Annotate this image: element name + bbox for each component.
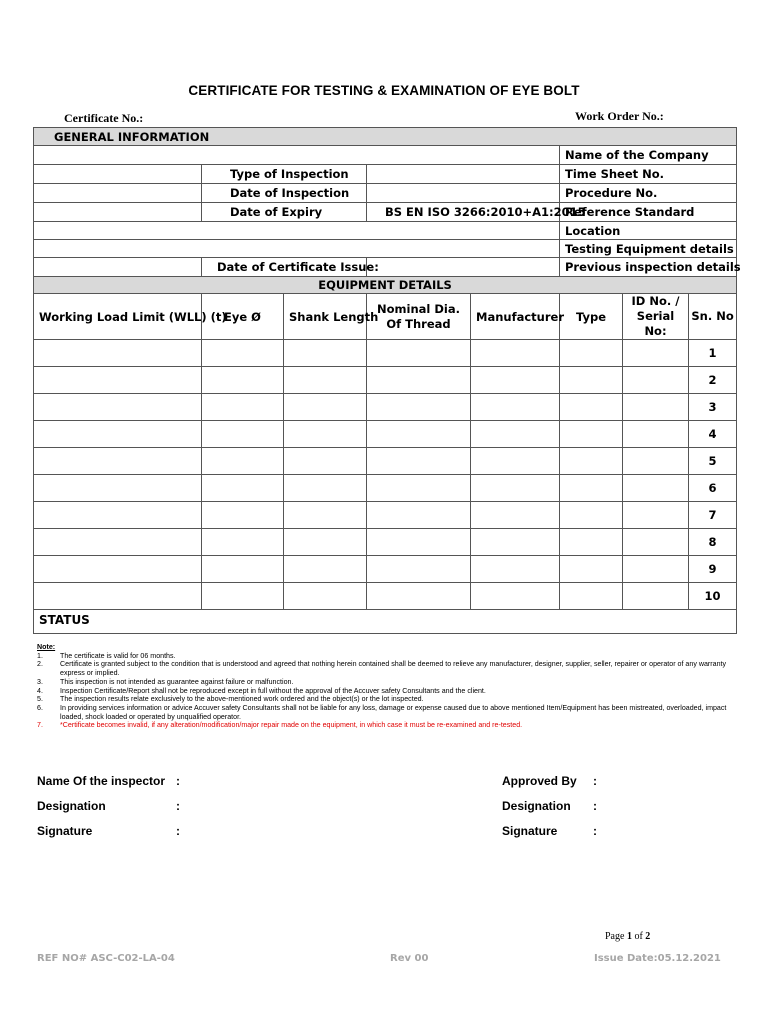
type-of-inspection-value[interactable] xyxy=(367,165,560,184)
note-number: 2. xyxy=(37,660,43,669)
equipment-cell[interactable] xyxy=(202,367,284,394)
equipment-cell[interactable] xyxy=(367,502,471,529)
serial-number-cell: 4 xyxy=(689,421,737,448)
equipment-cell[interactable] xyxy=(34,583,202,610)
note-text: In providing services information or advice Accuver safety Consultants shall not be liable for any loss, damage or expense caused due to above mentioned Item/Equipment has been mistreated, overloaded, impact loaded, shock loaded or operated by unqualified operator. xyxy=(60,703,727,721)
label-approved-by: Approved By xyxy=(502,774,577,788)
note-text: This inspection is not intended as guarantee against failure or malfunction. xyxy=(60,677,294,686)
colon: : xyxy=(176,774,180,788)
equipment-cell[interactable] xyxy=(202,394,284,421)
equipment-cell[interactable] xyxy=(560,529,623,556)
equipment-cell[interactable] xyxy=(623,367,689,394)
equipment-cell[interactable] xyxy=(367,421,471,448)
label-location: Location xyxy=(560,222,737,240)
table-row xyxy=(34,556,737,583)
notes-heading: Note: xyxy=(37,643,56,651)
date-of-issue-value[interactable] xyxy=(367,258,560,277)
equipment-cell[interactable] xyxy=(367,340,471,367)
note-number: 4. xyxy=(37,686,43,695)
table-row xyxy=(34,421,737,448)
label-previous-inspection-details: Previous inspection details xyxy=(560,258,737,277)
table-row xyxy=(34,367,737,394)
note-number: 3. xyxy=(37,677,43,686)
equipment-cell[interactable] xyxy=(367,448,471,475)
equipment-cell[interactable] xyxy=(623,556,689,583)
label-date-of-inspection: Date of Inspection xyxy=(202,184,367,203)
note-text: *Certificate becomes invalid, if any alteration/modification/major repair made on the equipment, in which case it must be re-examined and re-tested. xyxy=(60,721,523,730)
equipment-cell[interactable] xyxy=(560,475,623,502)
equipment-cell[interactable] xyxy=(34,340,202,367)
colon: : xyxy=(593,774,597,788)
note-text: The inspection results relate exclusively to the above-mentioned work ordered and the object(s) or the lot inspected. xyxy=(60,695,424,704)
note-text: Inspection Certificate/Report shall not be reproduced except in full without the approval of the Accuver safety Consultants and the client. xyxy=(60,686,486,695)
table-row xyxy=(34,340,737,367)
equipment-cell[interactable] xyxy=(471,367,560,394)
equipment-cell[interactable] xyxy=(471,475,560,502)
equipment-cell[interactable] xyxy=(471,556,560,583)
equipment-cell[interactable] xyxy=(284,583,367,610)
table-row xyxy=(34,502,737,529)
document-title: CERTIFICATE FOR TESTING & EXAMINATION OF EYE BOLT xyxy=(188,83,580,98)
equipment-cell[interactable] xyxy=(471,529,560,556)
serial-number-cell: 2 xyxy=(689,367,737,394)
equipment-cell[interactable] xyxy=(367,556,471,583)
label-designation-left: Designation xyxy=(37,799,106,813)
certificate-table xyxy=(33,127,741,634)
label-procedure-no: Procedure No. xyxy=(560,184,737,203)
label-date-of-expiry: Date of Expiry xyxy=(202,203,367,222)
colon: : xyxy=(593,799,597,813)
serial-number-cell: 3 xyxy=(689,394,737,421)
certificate-no-label: Certificate No.: xyxy=(64,111,144,125)
equipment-cell[interactable] xyxy=(284,394,367,421)
note-item xyxy=(37,687,732,696)
note-number: 7. xyxy=(37,721,43,730)
equipment-cell[interactable] xyxy=(367,583,471,610)
equipment-cell[interactable] xyxy=(202,502,284,529)
location-value-cell[interactable] xyxy=(34,222,560,240)
serial-number-cell: 8 xyxy=(689,529,737,556)
work-order-label: Work Order No.: xyxy=(575,109,664,123)
equipment-details-header: EQUIPMENT DETAILS xyxy=(34,277,737,294)
column-header-shank-length: Shank Length xyxy=(284,294,367,340)
equipment-cell[interactable] xyxy=(34,529,202,556)
footer-ref-no: REF NO# ASC-C02-LA-04 xyxy=(37,953,175,964)
note-item xyxy=(37,652,732,661)
equipment-cell[interactable] xyxy=(560,367,623,394)
equipment-cell[interactable] xyxy=(560,340,623,367)
equipment-cell[interactable] xyxy=(560,448,623,475)
serial-number-cell: 7 xyxy=(689,502,737,529)
equipment-rows xyxy=(34,340,737,610)
equipment-cell[interactable] xyxy=(202,475,284,502)
equipment-cell[interactable] xyxy=(284,340,367,367)
page-total: 2 xyxy=(645,931,651,942)
note-item xyxy=(37,721,732,730)
equipment-cell[interactable] xyxy=(284,475,367,502)
page-number xyxy=(605,931,650,942)
page-current: 1 xyxy=(626,931,632,942)
equipment-cell[interactable] xyxy=(284,502,367,529)
table-row xyxy=(34,475,737,502)
serial-number-cell: 10 xyxy=(689,583,737,610)
blank-cell[interactable] xyxy=(34,203,202,222)
equipment-cell[interactable] xyxy=(202,448,284,475)
table-row xyxy=(34,529,737,556)
equipment-cell[interactable] xyxy=(560,583,623,610)
equipment-cell[interactable] xyxy=(623,340,689,367)
equipment-cell[interactable] xyxy=(471,394,560,421)
note-item xyxy=(37,678,732,687)
table-row xyxy=(34,583,737,610)
equipment-cell[interactable] xyxy=(623,448,689,475)
equipment-cell[interactable] xyxy=(471,448,560,475)
date-of-inspection-value[interactable] xyxy=(367,184,560,203)
equipment-cell[interactable] xyxy=(471,421,560,448)
equipment-cell[interactable] xyxy=(34,475,202,502)
note-text: The certificate is valid for 06 months. xyxy=(60,651,176,660)
colon: : xyxy=(176,799,180,813)
equipment-cell[interactable] xyxy=(623,421,689,448)
equipment-cell[interactable] xyxy=(623,529,689,556)
equipment-cell[interactable] xyxy=(367,529,471,556)
equipment-cell[interactable] xyxy=(34,367,202,394)
equipment-cell[interactable] xyxy=(623,502,689,529)
column-header-nominal-dia: Nominal Dia. Of Thread xyxy=(367,294,471,340)
equipment-cell[interactable] xyxy=(623,583,689,610)
footer-revision: Rev 00 xyxy=(390,953,429,964)
column-header-manufacturer: Manufacturer xyxy=(471,294,560,340)
blank-cell[interactable] xyxy=(34,258,202,277)
company-value-cell[interactable] xyxy=(34,146,560,165)
equipment-cell[interactable] xyxy=(284,421,367,448)
page-of: of xyxy=(634,931,643,942)
equipment-cell[interactable] xyxy=(202,529,284,556)
serial-number-cell: 5 xyxy=(689,448,737,475)
colon: : xyxy=(593,824,597,838)
note-number: 6. xyxy=(37,703,43,712)
serial-number-cell: 6 xyxy=(689,475,737,502)
notes-section xyxy=(37,643,732,730)
equipment-cell[interactable] xyxy=(34,448,202,475)
equipment-cell[interactable] xyxy=(34,394,202,421)
equipment-cell[interactable] xyxy=(471,583,560,610)
equipment-cell[interactable] xyxy=(202,583,284,610)
equipment-cell[interactable] xyxy=(367,475,471,502)
label-type-of-inspection: Type of Inspection xyxy=(202,165,367,184)
equipment-cell[interactable] xyxy=(623,394,689,421)
equipment-cell[interactable] xyxy=(367,367,471,394)
table-row xyxy=(34,394,737,421)
equipment-cell[interactable] xyxy=(34,556,202,583)
equipment-cell[interactable] xyxy=(284,556,367,583)
equipment-cell[interactable] xyxy=(284,529,367,556)
equipment-cell[interactable] xyxy=(471,502,560,529)
equipment-cell[interactable] xyxy=(560,394,623,421)
equipment-cell[interactable] xyxy=(284,367,367,394)
label-reference-standard: Reference Standard xyxy=(560,203,737,222)
equipment-cell[interactable] xyxy=(202,340,284,367)
equipment-cell[interactable] xyxy=(560,421,623,448)
general-information-header: GENERAL INFORMATION xyxy=(34,128,737,146)
page-label: Page xyxy=(605,931,625,942)
note-text: Certificate is granted subject to the condition that is understood and agreed that nothing herein contained shall be deemed to relieve any manufacturer, designer, supplier, seller, repairer or operator of any warranty express or implied. xyxy=(60,660,727,678)
equipment-cell[interactable] xyxy=(34,502,202,529)
equipment-cell[interactable] xyxy=(560,502,623,529)
column-header-eye-diameter: Eye Ø xyxy=(202,294,284,340)
colon: : xyxy=(176,824,180,838)
note-item xyxy=(37,695,732,704)
note-number: 1. xyxy=(37,651,43,660)
label-name-of-inspector: Name Of the inspector xyxy=(37,774,166,788)
label-designation-right: Designation xyxy=(502,799,571,813)
equipment-cell[interactable] xyxy=(202,556,284,583)
equipment-cell[interactable] xyxy=(284,448,367,475)
equipment-cell[interactable] xyxy=(202,421,284,448)
label-signature-right: Signature xyxy=(502,824,558,838)
column-header-type: Type xyxy=(560,294,623,340)
equipment-cell[interactable] xyxy=(560,556,623,583)
label-name-of-company: Name of the Company xyxy=(560,146,737,165)
serial-number-cell: 9 xyxy=(689,556,737,583)
status-label: STATUS xyxy=(34,610,737,634)
reference-standard-value: BS EN ISO 3266:2010+A1:2015 xyxy=(367,203,560,222)
column-header-sn-no: Sn. No xyxy=(689,294,737,340)
label-signature-left: Signature xyxy=(37,824,93,838)
label-date-of-certificate-issue: Date of Certificate Issue: xyxy=(202,258,367,277)
equipment-cell[interactable] xyxy=(623,475,689,502)
equipment-cell[interactable] xyxy=(34,421,202,448)
note-item xyxy=(37,704,732,721)
column-header-wll: Working Load Limit (WLL) (t) xyxy=(34,294,202,340)
footer-issue-date: Issue Date:05.12.2021 xyxy=(594,953,721,964)
blank-cell[interactable] xyxy=(34,165,202,184)
table-row xyxy=(34,448,737,475)
blank-cell[interactable] xyxy=(34,184,202,203)
serial-number-cell: 1 xyxy=(689,340,737,367)
label-testing-equipment-details: Testing Equipment details xyxy=(560,240,737,258)
equipment-cell[interactable] xyxy=(471,340,560,367)
notes-list xyxy=(37,652,732,730)
note-item xyxy=(37,660,732,677)
label-time-sheet-no: Time Sheet No. xyxy=(560,165,737,184)
equipment-cell[interactable] xyxy=(367,394,471,421)
testing-equipment-value-cell[interactable] xyxy=(34,240,560,258)
column-header-id-serial: ID No. / Serial No: xyxy=(623,294,689,340)
note-number: 5. xyxy=(37,695,43,704)
